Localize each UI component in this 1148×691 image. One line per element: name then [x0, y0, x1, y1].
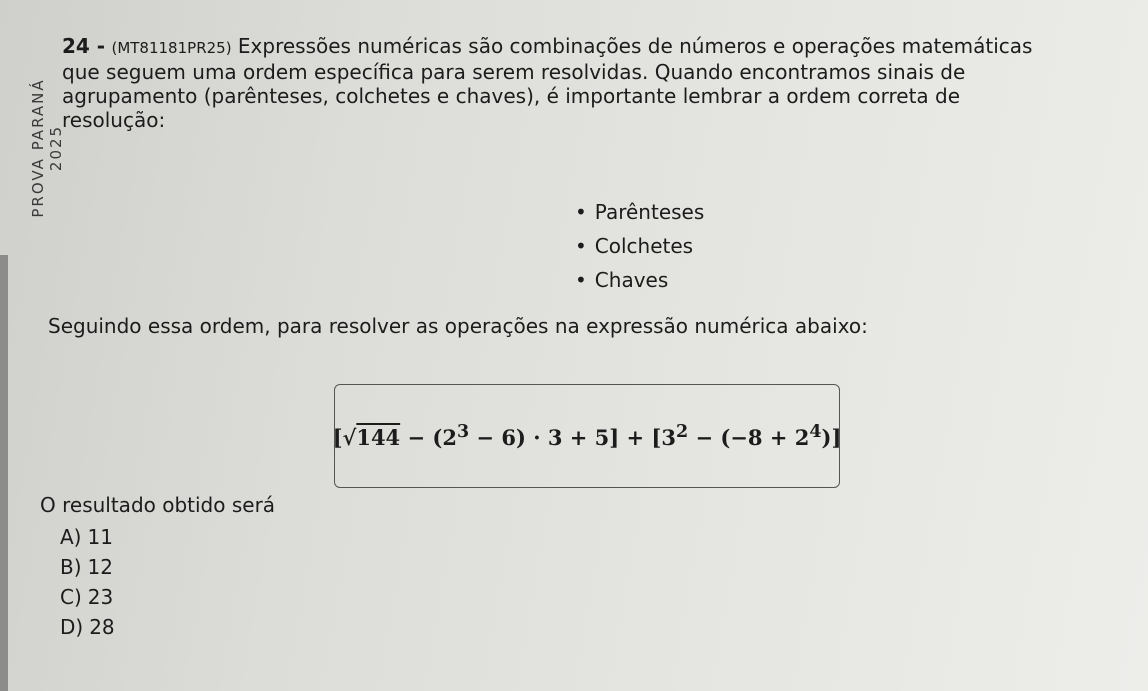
expr-close: )]: [821, 425, 842, 450]
expr-part-1: − (2: [400, 425, 457, 450]
radicand: 144: [356, 425, 401, 450]
question-text: [62, 34, 1137, 132]
option-text: 12: [87, 555, 113, 579]
question-code: (MT81181PR25): [111, 39, 232, 57]
option-letter: B): [60, 555, 82, 579]
option-letter: D): [60, 615, 84, 639]
option-a[interactable]: [60, 522, 115, 552]
side-label: PROVA PARANÁ 2025: [29, 78, 65, 218]
exponent-2: 2: [675, 422, 689, 442]
result-prompt: O resultado obtido será: [40, 493, 276, 517]
option-letter: A): [60, 525, 82, 549]
exponent-3: 4: [809, 422, 822, 442]
option-text: 11: [87, 525, 113, 549]
bullet-item: • Parênteses: [575, 195, 704, 229]
bullet-item: • Chaves: [575, 263, 704, 297]
question-line-4: resolução:: [62, 108, 166, 132]
option-b[interactable]: [60, 552, 115, 582]
question-number: 24 -: [62, 34, 106, 58]
option-text: 28: [89, 615, 115, 639]
question-line-2: que seguem uma ordem específica para serem resolvidas. Quando encontramos sinais de: [62, 60, 966, 84]
bullet-item: • Colchetes: [575, 229, 704, 263]
instruction-text: Seguindo essa ordem, para resolver as operações na expressão numérica abaixo:: [48, 314, 868, 338]
option-letter: C): [60, 585, 82, 609]
page-edge-bar: [0, 255, 8, 691]
question-line-1: [62, 34, 1137, 60]
expression-box: [334, 384, 840, 488]
bullet-list: [575, 195, 704, 297]
option-text: 23: [87, 585, 114, 609]
question-line-1-text: Expressões numéricas são combinações de números e operações matemáticas: [237, 34, 1033, 58]
radical-sign: √: [342, 425, 357, 450]
option-c[interactable]: [60, 582, 115, 612]
expr-part-3: − (−8 + 2: [688, 425, 810, 450]
question-line-3: agrupamento (parênteses, colchetes e chaves), é importante lembrar a ordem correta de: [62, 84, 961, 108]
option-d[interactable]: [60, 612, 115, 642]
answer-options: [60, 522, 115, 642]
expr-part-2: − 6) · 3 + 5] + [3: [469, 425, 676, 450]
expr-open-bracket: [: [332, 425, 343, 450]
numeric-expression: [333, 422, 842, 450]
exponent-1: 3: [456, 422, 470, 442]
